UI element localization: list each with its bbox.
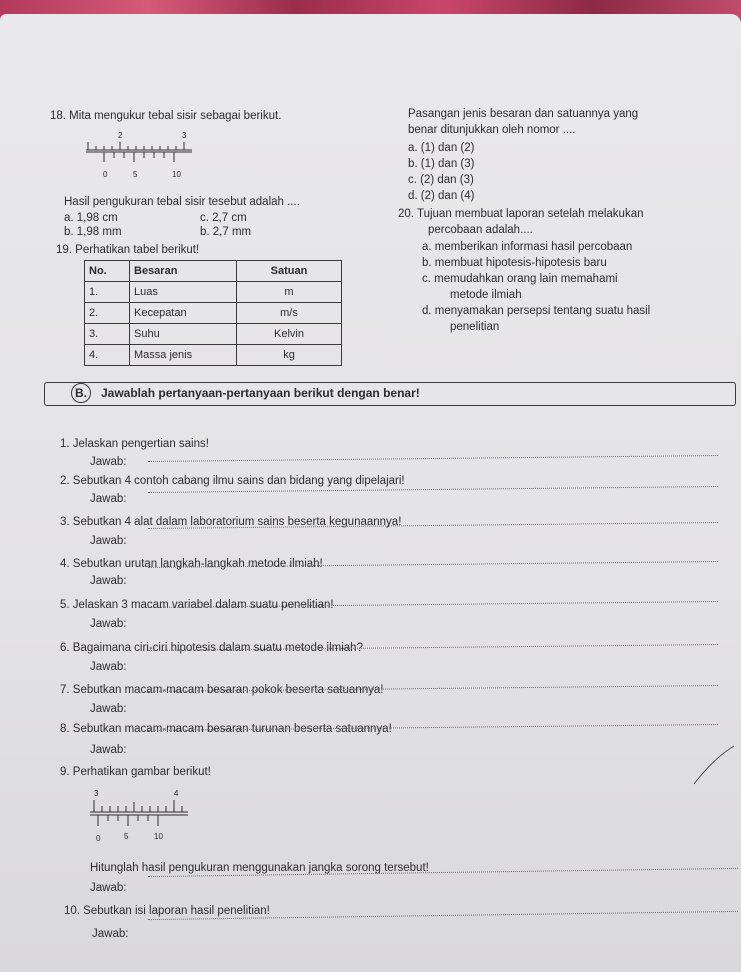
q20-option-a: a. memberikan informasi hasil percobaan <box>422 241 633 253</box>
table-cell-no: 1. <box>85 282 130 303</box>
table-header-row <box>85 261 342 282</box>
table-header-no: No. <box>85 261 130 282</box>
q20-option-c: c. memudahkan orang lain memahami <box>422 273 618 285</box>
q9-scale-label: 10 <box>154 832 163 841</box>
q18-option-a: a. 1,98 cm <box>64 212 118 224</box>
essay-question: 6. Bagaimana ciri-ciri hipotesis dalam suatu metode ilmiah? <box>60 642 363 654</box>
q10-title: 10. Sebutkan isi laporan hasil penelitian! <box>64 905 270 917</box>
essay-question: 1. Jelaskan pengertian sains! <box>60 438 209 450</box>
units-table <box>84 260 342 366</box>
q18-option-c: c. 2,7 cm <box>200 212 247 224</box>
pairs-option-b: b. (1) dan (3) <box>408 158 475 170</box>
answer-label: Jawab: <box>90 575 127 587</box>
q20-question-line1: 20. Tujuan membuat laporan setelah melakukan <box>398 208 644 220</box>
q18-result-line: Hasil pengukuran tebal sisir tesebut adalah .... <box>64 196 300 208</box>
pairs-question-line1: Pasangan jenis besaran dan satuannya yang <box>408 108 639 120</box>
table-row <box>85 303 342 324</box>
q20-option-d: d. menyamakan persepsi tentang suatu hasil <box>422 305 651 317</box>
table-cell-no: 4. <box>85 345 130 366</box>
q18-question: 18. Mita mengukur tebal sisir sebagai berikut. <box>50 110 282 122</box>
q18-scale-label: 0 <box>103 170 108 179</box>
answer-label: Jawab: <box>90 661 127 673</box>
q9-title: 9. Perhatikan gambar berikut! <box>60 766 211 778</box>
answer-label: Jawab: <box>90 535 127 547</box>
q9-instruction: Hitunglah hasil pengukuran menggunakan jangka sorong tersebut! <box>90 862 429 874</box>
table-row <box>85 324 342 345</box>
q20-option-b: b. membuat hipotesis-hipotesis baru <box>422 257 607 269</box>
q20-option-c-cont: metode ilmiah <box>450 289 522 301</box>
essay-question: 2. Sebutkan 4 contoh cabang ilmu sains dan bidang yang dipelajari! <box>60 475 405 487</box>
q18-scale-label: 3 <box>182 131 187 140</box>
essay-question: 7. Sebutkan macam-macam besaran pokok beserta satuannya! <box>60 684 384 696</box>
essay-question: 5. Jelaskan 3 macam variabel dalam suatu penelitian! <box>60 599 334 611</box>
answer-label: Jawab: <box>90 744 127 756</box>
answer-label: Jawab: <box>90 456 127 468</box>
table-cell-besaran: Luas <box>130 282 237 303</box>
q18-option-b: b. 1,98 mm <box>64 226 122 238</box>
answer-label: Jawab: <box>90 703 127 715</box>
table-header-satuan: Satuan <box>237 261 342 282</box>
table-cell-no: 2. <box>85 303 130 324</box>
q20-option-d-cont: penelitian <box>450 321 500 333</box>
q18-scale-label: 10 <box>172 170 181 179</box>
q18-option-d: b. 2,7 mm <box>200 226 252 238</box>
table-cell-besaran: Massa jenis <box>130 345 237 366</box>
answer-label: Jawab: <box>90 493 127 505</box>
q19-title: 19. Perhatikan tabel berikut! <box>56 244 200 256</box>
q9-scale-label: 3 <box>94 789 99 798</box>
q9-caliper-figure <box>88 784 198 846</box>
answer-label: Jawab: <box>90 882 127 894</box>
q20-question-line2: percobaan adalah.... <box>428 224 533 236</box>
table-cell-no: 3. <box>85 324 130 345</box>
table-row <box>85 282 342 303</box>
table-cell-satuan: m <box>237 282 342 303</box>
margin-pen-stroke <box>690 744 738 824</box>
table-cell-besaran: Kecepatan <box>130 303 237 324</box>
essay-question: 4. Sebutkan urutan langkah-langkah metode ilmiah! <box>60 558 323 570</box>
q9-scale-label: 0 <box>96 834 101 843</box>
table-cell-satuan: kg <box>237 345 342 366</box>
section-b-banner <box>44 382 736 406</box>
pairs-option-c: c. (2) dan (3) <box>408 174 474 186</box>
essay-question: 8. Sebutkan macam-macam besaran turunan beserta satuannya! <box>60 723 392 735</box>
table-row <box>85 345 342 366</box>
answer-label: Jawab: <box>90 618 127 630</box>
q18-scale-label: 2 <box>118 131 123 140</box>
table-cell-satuan: Kelvin <box>237 324 342 345</box>
section-b-label: B. <box>75 386 87 400</box>
answer-label: Jawab: <box>92 928 129 940</box>
table-cell-besaran: Suhu <box>130 324 237 345</box>
table-header-besaran: Besaran <box>130 261 237 282</box>
pairs-question-line2: benar ditunjukkan oleh nomor .... <box>408 124 576 136</box>
q18-scale-label: 5 <box>133 170 138 179</box>
q9-scale-label: 4 <box>174 789 179 798</box>
pairs-option-d: d. (2) dan (4) <box>408 190 475 202</box>
table-cell-satuan: m/s <box>237 303 342 324</box>
pairs-option-a: a. (1) dan (2) <box>408 142 475 154</box>
q9-scale-label: 5 <box>124 832 129 841</box>
essay-question: 3. Sebutkan 4 alat dalam laboratorium sains beserta kegunaannya! <box>60 516 402 528</box>
section-b-title: Jawablah pertanyaan-pertanyaan berikut dengan benar! <box>101 386 420 400</box>
